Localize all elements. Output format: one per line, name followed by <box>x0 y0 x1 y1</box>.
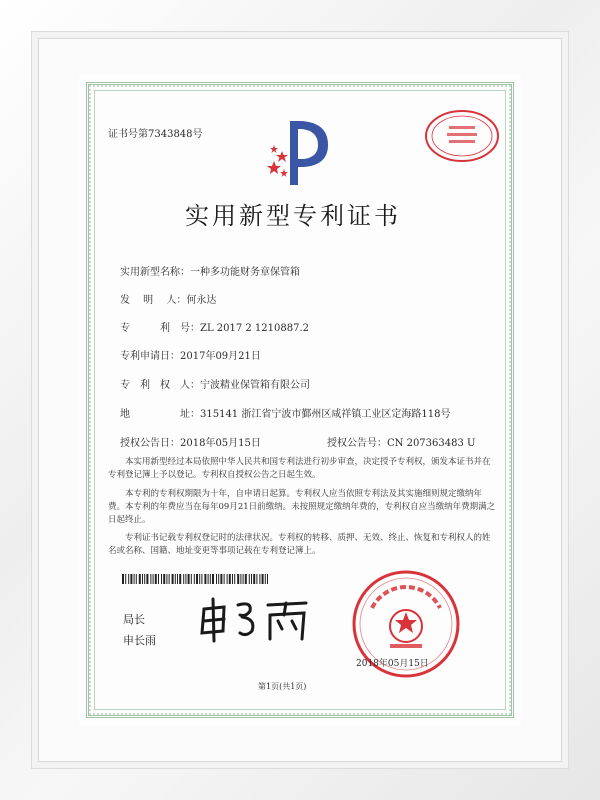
patent-office-logo-icon <box>262 115 344 189</box>
certificate-number-value: 7343848 <box>148 129 193 140</box>
field-label: 发 明 人： <box>120 295 187 306</box>
field-value: 2017年09月21日 <box>180 351 261 362</box>
page-footer: 第1页(共1页) <box>258 682 307 691</box>
field-label: 专 利 权 人： <box>120 380 200 391</box>
certificate-number-suffix: 号 <box>192 129 203 140</box>
signer-name: 申长雨 <box>123 634 156 647</box>
field-value: 何永达 <box>186 295 217 306</box>
field-label: 实用新型名称： <box>120 267 190 278</box>
field-announcement-number <box>327 434 475 449</box>
field-label: 地 址： <box>120 409 200 420</box>
field-label: 授权公告日： <box>120 438 180 449</box>
field-value: 315141 浙江省宁波市鄞州区咸祥镇工业区定海路118号 <box>200 409 451 420</box>
field-patentee <box>120 376 310 391</box>
signer-title: 局长 <box>123 613 145 626</box>
certificate-number <box>108 125 203 140</box>
field-utility-model-name <box>120 263 300 278</box>
certificate-number-label: 证书号第 <box>108 129 148 140</box>
handwritten-signature <box>196 595 316 645</box>
field-application-date <box>120 347 261 362</box>
barcode <box>122 574 272 584</box>
certificate-title: 实用新型专利证书 <box>185 202 401 230</box>
field-grant-date <box>120 434 261 449</box>
field-label: 专利申请日： <box>120 351 180 362</box>
field-address <box>120 405 450 420</box>
body-paragraph: 本专利的专利权期限为十年，自申请日起算。专利权人应当依照专利法及其实施细则规定缴纳年费。本专利的年费应当在每年09月21日前缴纳。未按照规定缴纳年费的，专利权自应当缴纳年费期满之日起终止。 <box>108 489 496 525</box>
seal-date: 2018年05月15日 <box>356 659 429 669</box>
field-value: 2018年05月15日 <box>180 438 261 449</box>
field-value: 宁波精业保管箱有限公司 <box>200 380 310 391</box>
field-inventor <box>120 291 216 306</box>
field-patent-number <box>120 319 309 334</box>
field-value: ZL 2017 2 1210887.2 <box>200 323 310 334</box>
field-value: 一种多功能财务章保管箱 <box>190 267 300 278</box>
body-paragraph: 本实用新型经过本局依照中华人民共和国专利法进行初步审查，决定授予专利权，颁发本证书并在专利登记簿上予以登记。专利权自授权公告之日起生效。 <box>108 457 491 480</box>
field-label: 授权公告号： <box>327 438 387 449</box>
field-label: 专 利 号： <box>120 323 200 334</box>
patent-office-stamp <box>423 108 501 164</box>
body-paragraph: 专利证书记载专利权登记时的法律状况。专利权的转移、质押、无效、终止、恢复和专利权人的姓名或名称、国籍、地址变更等事项记载在专利登记簿上。 <box>108 533 491 556</box>
field-value: CN 207363483 U <box>387 438 476 449</box>
